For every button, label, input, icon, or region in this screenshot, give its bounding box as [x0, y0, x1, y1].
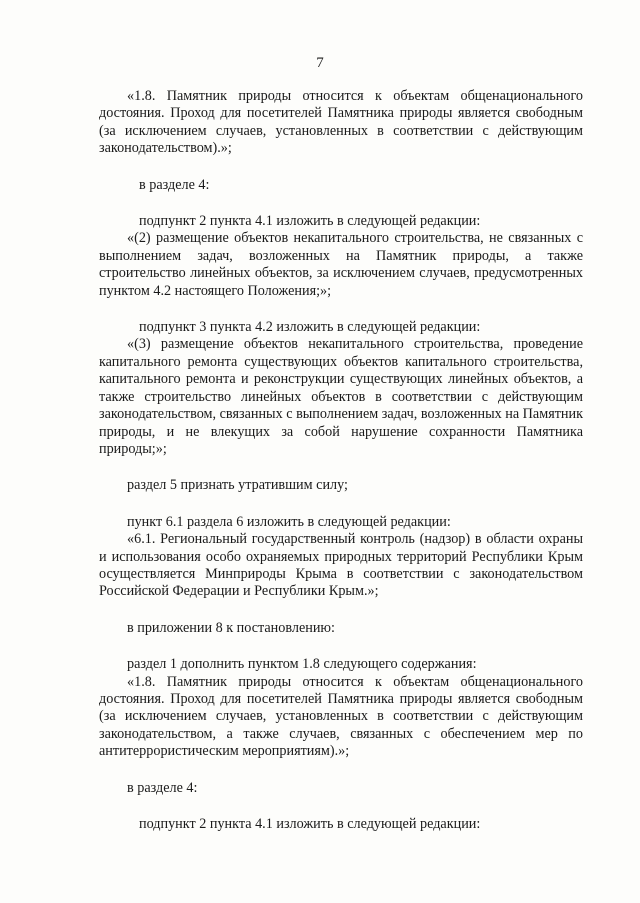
paragraph-section-1-add: раздел 1 дополнить пунктом 1.8 следующего содержания:	[127, 656, 477, 673]
paragraph-subclause-2-4-1-second: подпункт 2 пункта 4.1 изложить в следующей редакции:	[139, 816, 481, 832]
paragraph-clause-6-1: пункт 6.1 раздела 6 изложить в следующей редакции:	[127, 513, 451, 530]
paragraph-section-4: в разделе 4:	[139, 176, 210, 193]
paragraph-appendix-8: в приложении 8 к постановлению:	[127, 619, 335, 636]
paragraph-quote-1-8: «1.8. Памятник природы относится к объектам общенационального достояния. Проход для посетителей Памятника природы является свободным (за исключением случаев, установленных в соответствии с действующим законодательством).»;	[99, 88, 583, 157]
page-number: 7	[316, 55, 324, 71]
paragraph-quote-6-1: «6.1. Региональный государственный контроль (надзор) в области охраны и использования особо охраняемых природных территорий Республики Крым осуществляется Минприроды Крыма в соответствии с законодательством Российской Федерации и Республики Крым.»;	[99, 531, 583, 600]
paragraph-quote-3: «(3) размещение объектов некапитального строительства, проведение капитального ремонта существующих объектов капитального строительства, капитального ремонта и реконструкции существующих линейных объектов, а также строительство линейных объектов в соответствии с действующим законодательством, связанных с выполнением задач, возложенных на Памятник природы, и не влекущих за собой нарушение сохранности Памятника природы;»;	[99, 336, 584, 457]
paragraph-quote-1-8-second: «1.8. Памятник природы относится к объектам общенационального достояния. Проход для посетителей Памятника природы является свободным (за исключением случаев, установленных в соответствии с действующим законодательством, а также случаев, связанных с обеспечением мер по антитеррористическим мероприятиям).»;	[99, 673, 583, 760]
paragraph-quote-2: «(2) размещение объектов некапитального строительства, не связанных с выполнением задач, возложенных на Памятник природы, а также строительство линейных объектов, за исключением случаев, предусмотренных пунктом 4.2 настоящего Положения;»;	[99, 230, 583, 299]
paragraph-subclause-3-4-2: подпункт 3 пункта 4.2 изложить в следующей редакции:	[139, 319, 481, 336]
paragraph-section-5: раздел 5 признать утратившим силу;	[127, 477, 348, 494]
document-body	[99, 88, 583, 833]
paragraph-subclause-2-4-1: подпункт 2 пункта 4.1 изложить в следующей редакции:	[139, 213, 481, 230]
paragraph-section-4-second: в разделе 4:	[127, 779, 198, 796]
